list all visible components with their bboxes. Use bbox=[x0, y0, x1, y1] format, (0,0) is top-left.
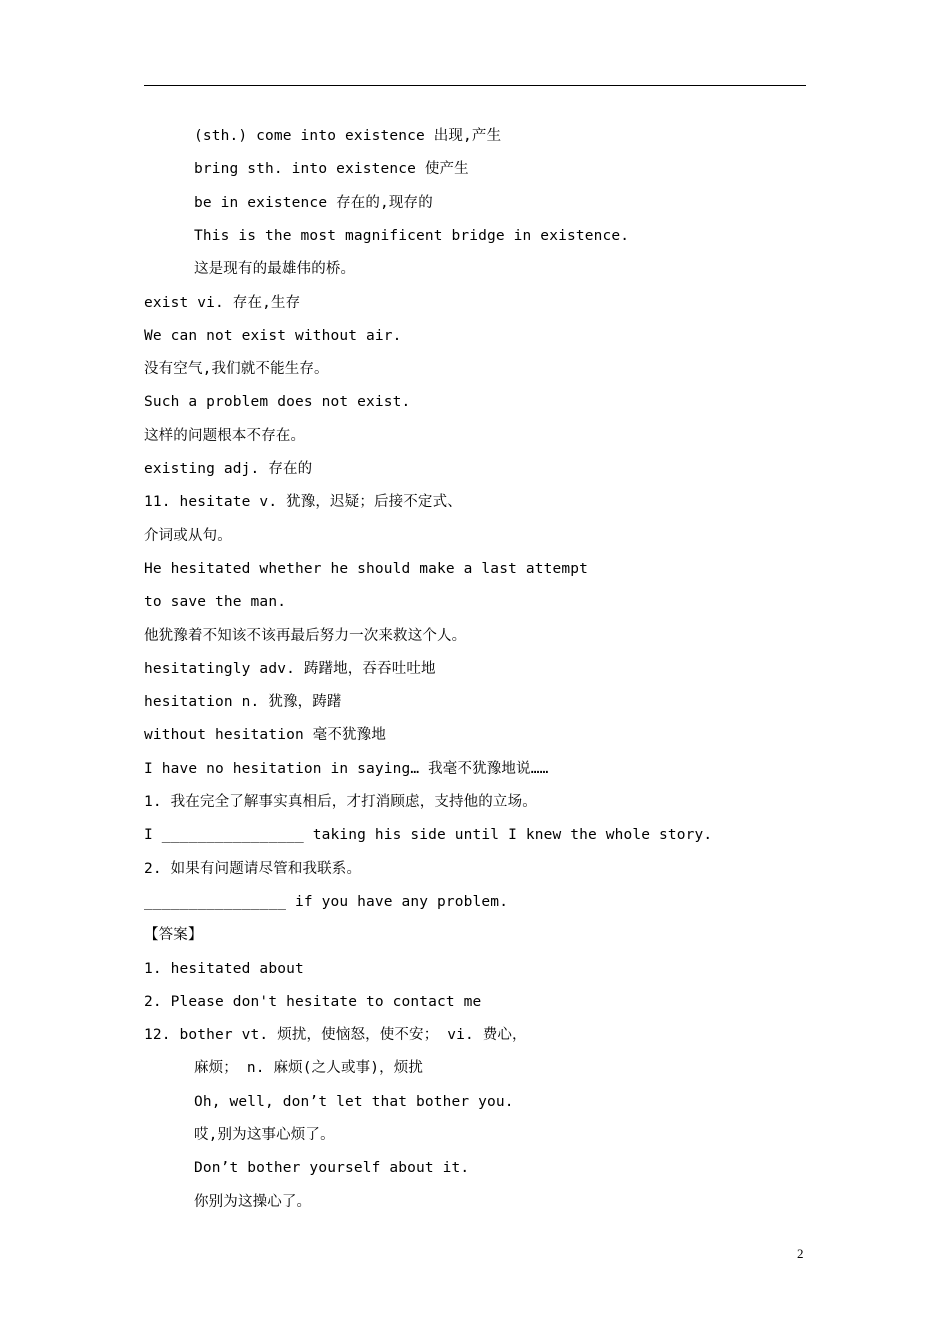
text-line: (sth.) come into existence 出现,产生 bbox=[194, 128, 502, 144]
text-line: Such a problem does not exist. bbox=[144, 394, 411, 411]
text-line: existing adj. 存在的 bbox=[144, 461, 313, 477]
text-line: be in existence 存在的,现存的 bbox=[194, 194, 433, 211]
text-line: 【答案】 bbox=[144, 927, 203, 944]
text-line: He hesitated whether he should make a last attempt bbox=[144, 560, 588, 577]
text-line: 1. hesitated about bbox=[144, 960, 304, 977]
text-line: Oh, well, don’t let that bother you. bbox=[194, 1093, 514, 1110]
text-line: 没有空气,我们就不能生存。 bbox=[144, 361, 329, 378]
text-line: without hesitation 毫不犹豫地 bbox=[144, 727, 386, 744]
text-line: exist vi. 存在,生存 bbox=[144, 294, 301, 311]
text-line: 2. 如果有问题请尽管和我联系。 bbox=[144, 860, 362, 877]
text-line: 介词或从句。 bbox=[144, 527, 232, 544]
header-rule bbox=[144, 85, 806, 86]
text-line: hesitation n. 犹豫，踌躇 bbox=[144, 694, 342, 711]
text-line: hesitatingly adv. 踌躇地，吞吞吐吐地 bbox=[144, 660, 436, 677]
text-line: bring sth. into existence 使产生 bbox=[194, 161, 469, 178]
text-line: 他犹豫着不知该不该再最后努力一次来救这个人。 bbox=[144, 627, 467, 644]
text-line: 2. Please don't hesitate to contact me bbox=[144, 993, 482, 1010]
text-line: ________________ if you have any problem. bbox=[144, 893, 509, 910]
text-line: Don’t bother yourself about it. bbox=[194, 1160, 470, 1177]
text-line: This is the most magnificent bridge in existence. bbox=[194, 227, 630, 244]
text-line: 这是现有的最雄伟的桥。 bbox=[194, 261, 356, 278]
text-line: to save the man. bbox=[144, 594, 287, 611]
text-line: We can not exist without air. bbox=[144, 327, 402, 344]
text-line: I have no hesitation in saying… 我毫不犹豫地说…… bbox=[144, 760, 549, 777]
text-line: 这样的问题根本不存在。 bbox=[144, 427, 306, 444]
text-line: 你别为这操心了。 bbox=[194, 1193, 312, 1210]
text-line: 12. bother vt. 烦扰，使恼怒，使不安； vi. 费心， bbox=[144, 1027, 527, 1044]
text-line: 1. 我在完全了解事实真相后，才打消顾虑，支持他的立场。 bbox=[144, 794, 537, 810]
text-line: 哎,别为这事心烦了。 bbox=[194, 1127, 335, 1143]
text-line: I ________________ taking his side until I knew the whole story. bbox=[144, 827, 713, 844]
page-number: 2 bbox=[797, 1246, 804, 1261]
text-line: 麻烦； n. 麻烦(之人或事)，烦扰 bbox=[194, 1060, 424, 1077]
text-line: 11. hesitate v. 犹豫，迟疑；后接不定式、 bbox=[144, 494, 462, 511]
